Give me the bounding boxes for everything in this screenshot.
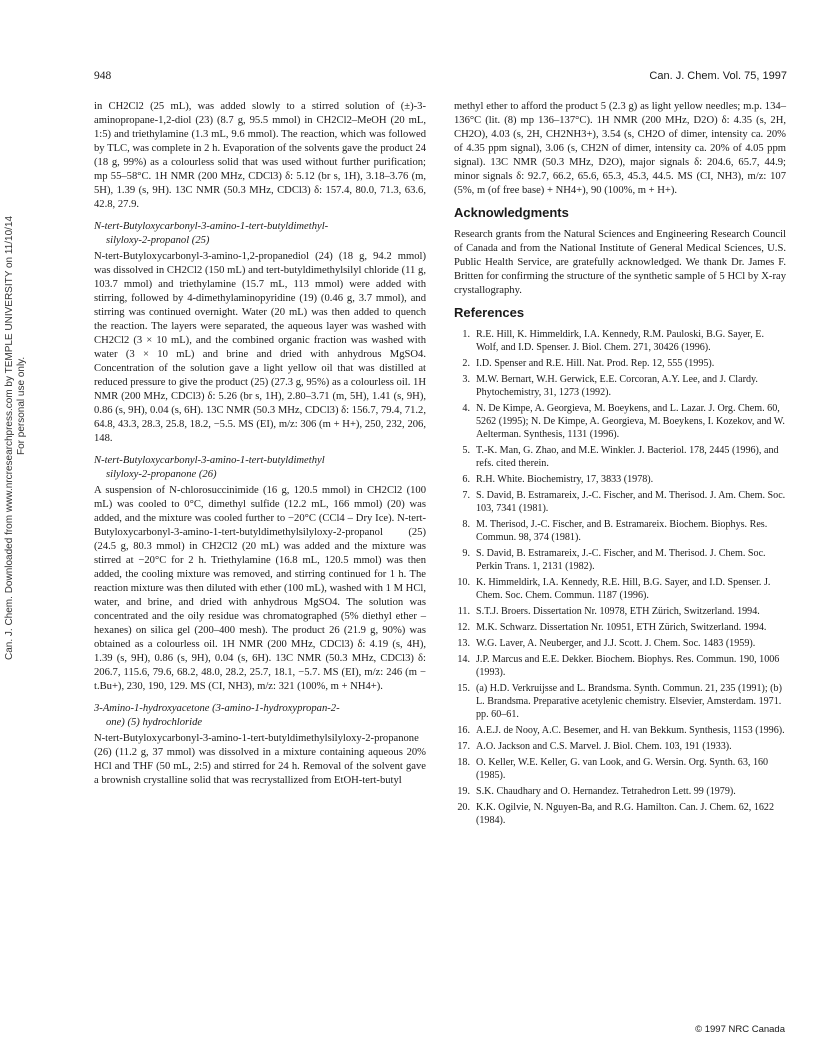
reference-number: 18.	[457, 757, 470, 768]
reference-item	[454, 785, 786, 798]
reference-item	[454, 357, 786, 370]
reference-number: 12.	[457, 622, 470, 633]
reference-item	[454, 328, 786, 354]
reference-text: S.T.J. Broers. Dissertation Nr. 10978, ETH Zürich, Switzerland. 1994.	[476, 606, 760, 617]
left-column	[94, 100, 426, 796]
reference-item	[454, 547, 786, 573]
reference-text: A.O. Jackson and C.S. Marvel. J. Biol. Chem. 103, 191 (1933).	[476, 741, 732, 752]
reference-item	[454, 444, 786, 470]
reference-text: S.K. Chaudhary and O. Hernandez. Tetrahedron Lett. 99 (1979).	[476, 786, 736, 797]
reference-text: N. De Kimpe, A. Georgieva, M. Boeykens, and L. Lazar. J. Org. Chem. 60, 5262 (1995); N. De Kimpe, A. Georgieva, M. Boeykens, I. Kozekov, and W. Aelterman. Synthesis, 1131 (1996).	[476, 403, 785, 440]
section-heading-26	[94, 454, 426, 482]
reference-number: 15.	[457, 683, 470, 694]
journal-header: Can. J. Chem. Vol. 75, 1997	[649, 70, 787, 82]
paragraph-24-synthesis: in CH2Cl2 (25 mL), was added slowly to a stirred solution of (±)-3-aminopropane-1,2-diol (23) (8.7 g, 95.5 mmol) in CH2Cl2–MeOH (20 mL, 1:5) and triethylamine (1.3 mL, 9.6 mmol). The reaction, which was followed by TLC, was complete in 2 h. Evaporation of the solvents gave the product 24 (18 g, 99%) as a colourless solid that was used without further purification; mp 55–58°C. 1H NMR (200 MHz, CDCl3) δ: 5.12 (br s, 1H), 3.18–3.76 (m, 5H), 1.39 (s, 9H). 13C NMR (50.3 MHz, CDCl3) δ: 157.4, 80.0, 71.3, 63.6, 42.8, 27.9.	[94, 101, 426, 210]
reference-item	[454, 402, 786, 441]
acknowledgments-heading: Acknowledgments	[454, 205, 569, 220]
reference-number: 7.	[462, 490, 470, 501]
watermark-line-1: Can. J. Chem. Downloaded from www.nrcresearchpress.com by TEMPLE UNIVERSITY on 11/10/14	[4, 215, 15, 660]
section-heading-26-line2: silyloxy-2-propanone (26)	[106, 469, 217, 480]
reference-text: K. Himmeldirk, I.A. Kennedy, R.E. Hill, B.G. Sayer, and I.D. Spenser. J. Chem. Soc. Chem. Commun. 1187 (1996).	[476, 577, 771, 601]
paragraph-26-procedure: A suspension of N-chlorosuccinimide (16 g, 120.5 mmol) in CH2Cl2 (100 mL) was cooled to 0°C, dimethyl sulfide (12.2 mL, 166 mmol) (20) was added, and the mixture was cooled further to −20°C (CCl4 – Dry Ice). N-tert-Butyloxycarbonyl-3-amino-1-tert-butyldimethylsilyloxy-2-propanol (25) (24.5 g, 80.3 mmol) in CH2Cl2 (20 mL) was added and the mixture was stirred at −20°C for 2 h. Triethylamine (16.8 mL, 120.5 mmol) was then added, the cooling mixture was removed, and stirring continued for 1 h. The reaction mixture was then diluted with ether (100 mL), washed with 1 M HCl, water, and brine, and dried with anhydrous MgSO4. The solution was concentrated and the oily residue was chromatographed (5% diethyl ether – hexanes) on silica gel (200–400 mesh). The product 26 (21.9 g, 90%) was obtained as a colourless oil. 1H NMR (200 MHz, CDCl3) δ: 4.19 (s, 4H), 1.39 (s, 9H), 0.86 (s, 9H), 0.04 (s, 6H). 13C NMR (50.3 MHz, CDCl3) δ: 206.7, 115.6, 79.6, 68.2, 48.0, 28.2, 25.7, 18.1, −5.7. MS (EI), m/z: 246 (m − t.Bu+), 230, 190, 129. MS (CI, NH3), m/z: 321 (100%, m + NH4+).	[94, 485, 426, 692]
reference-item	[454, 473, 786, 486]
right-column	[454, 100, 786, 830]
reference-text: R.H. White. Biochemistry, 17, 3833 (1978).	[476, 474, 654, 485]
reference-number: 13.	[457, 638, 470, 649]
reference-number: 10.	[457, 577, 470, 588]
reference-number: 9.	[462, 548, 470, 559]
section-heading-5	[94, 702, 426, 730]
section-heading-5-line2: one) (5) hydrochloride	[106, 717, 203, 728]
reference-text: M. Therisod, J.-C. Fischer, and B. Estramareix. Biochem. Biophys. Res. Commun. 98, 374 (1981).	[476, 519, 768, 543]
reference-item	[454, 605, 786, 618]
reference-text: A.E.J. de Nooy, A.C. Besemer, and H. van Bekkum. Synthesis, 1153 (1996).	[476, 725, 785, 736]
section-heading-5-line1: 3-Amino-1-hydroxyacetone (3-amino-1-hydroxypropan-2-	[94, 703, 340, 714]
reference-number: 2.	[462, 358, 470, 369]
section-heading-25	[94, 220, 426, 248]
reference-number: 3.	[462, 374, 470, 385]
reference-text: S. David, B. Estramareix, J.-C. Fischer, and M. Therisod. J. Am. Chem. Soc. 103, 7341 (1981).	[476, 490, 786, 514]
acknowledgments-text: Research grants from the Natural Sciences and Engineering Research Council of Canada and from the National Institute of General Medical Sciences, U.S. Public Health Service, are gratefully acknowledged. We thank Dr. James F. Britten for confirming the structure of the synthetic sample of 5 HCl by X-ray crystallography.	[454, 229, 786, 296]
copyright-footer: © 1997 NRC Canada	[695, 1024, 785, 1035]
reference-number: 1.	[462, 329, 470, 340]
reference-number: 14.	[457, 654, 470, 665]
reference-item	[454, 756, 786, 782]
reference-number: 6.	[462, 474, 470, 485]
reference-number: 17.	[457, 741, 470, 752]
reference-text: M.W. Bernart, W.H. Gerwick, E.E. Corcoran, A.Y. Lee, and J. Clardy. Phytochemistry, 31, 1273 (1992).	[476, 374, 758, 398]
reference-item	[454, 801, 786, 827]
reference-number: 8.	[462, 519, 470, 530]
reference-item	[454, 489, 786, 515]
reference-text: (a) H.D. Verkruijsse and L. Brandsma. Synth. Commun. 21, 235 (1991); (b) L. Brandsma. Preparative acetylenic chemistry. Elsevier, Amsterdam. 1971. pp. 60–61.	[476, 683, 782, 720]
reference-text: R.E. Hill, K. Himmeldirk, I.A. Kennedy, R.M. Pauloski, B.G. Sayer, E. Wolf, and I.D. Spenser. J. Biol. Chem. 271, 30426 (1996).	[476, 329, 764, 353]
paragraph-25-procedure: N-tert-Butyloxycarbonyl-3-amino-1,2-propanediol (24) (18 g, 94.2 mmol) was dissolved in CH2Cl2 (150 mL) and tert-butyldimethylsilyl chloride (11 g, 103.7 mmol) and triethylamine (15.7 mL, 113 mmol) were added with stirring, followed by 4-dimethylaminopyridine (19) (0.46 g, 3.7 mmol), and stirring was continued overnight. Water (20 mL) was then added to quench the reaction. The layers were separated, the aqueous layer was washed with CH2Cl2 (3 × 10 mL), and the combined organic fraction was washed with water (3 × 10 mL) and brine and dried with anhydrous MgSO4. Concentration of the solution gave a light yellow oil that was distilled at reduced pressure to give the product (25) (27.3 g, 95%) as a colourless oil. 1H NMR (200 MHz, CDCl3) δ: 5.26 (br s, 1H), 2.80–3.71 (m, 5H), 1.41 (s, 9H), 0.86 (s, 9H), 0.04 (s, 6H). 13C NMR (50.3 MHz, CDCl3) δ: 156.7, 79.4, 71.2, 64.8, 43.3, 28.3, 25.8, 18.2, −5.5. MS (EI), m/z: 306 (m + H+), 250, 232, 206, 148.	[94, 251, 426, 444]
section-heading-25-line2: silyloxy-2-propanol (25)	[106, 235, 210, 246]
reference-item	[454, 576, 786, 602]
reference-text: T.-K. Man, G. Zhao, and M.E. Winkler. J. Bacteriol. 178, 2445 (1996), and refs. cited therein.	[476, 445, 779, 469]
reference-number: 5.	[462, 445, 470, 456]
reference-text: S. David, B. Estramareix, J.-C. Fischer, and M. Therisod. J. Chem. Soc. Perkin Trans. 1, 2131 (1982).	[476, 548, 766, 572]
reference-number: 20.	[457, 802, 470, 813]
reference-item	[454, 724, 786, 737]
reference-item	[454, 373, 786, 399]
reference-text: K.K. Ogilvie, N. Nguyen-Ba, and R.G. Hamilton. Can. J. Chem. 62, 1622 (1984).	[476, 802, 775, 826]
reference-text: M.K. Schwarz. Dissertation Nr. 10951, ETH Zürich, Switzerland. 1994.	[476, 622, 767, 633]
references-heading: References	[454, 305, 525, 320]
reference-item	[454, 653, 786, 679]
references-list	[454, 328, 786, 827]
section-heading-25-line1: N-tert-Butyloxycarbonyl-3-amino-1-tert-butyldimethyl-	[94, 221, 329, 232]
reference-text: W.G. Laver, A. Neuberger, and J.J. Scott. J. Chem. Soc. 1483 (1959).	[476, 638, 756, 649]
reference-text: J.P. Marcus and E.E. Dekker. Biochem. Biophys. Res. Commun. 190, 1006 (1993).	[476, 654, 780, 678]
reference-item	[454, 682, 786, 721]
reference-number: 19.	[457, 786, 470, 797]
reference-number: 4.	[462, 403, 470, 414]
reference-text: O. Keller, W.E. Keller, G. van Look, and G. Wersin. Org. Synth. 63, 160 (1985).	[476, 757, 769, 781]
page-number: 948	[94, 70, 112, 82]
paragraph-5-procedure: N-tert-Butyloxycarbonyl-3-amino-1-tert-butyldimethylsilyloxy-2-propanone (26) (11.2 g, 37 mmol) was dissolved in a mixture containing aqueous 20% HCl and THF (50 mL, 2:5) and stirred for 24 h. Removal of the solvent gave a brownish crystalline solid that was recrystallized from EtOH-tert-butyl	[94, 733, 426, 786]
download-watermark	[4, 215, 27, 660]
section-heading-26-line1: N-tert-Butyloxycarbonyl-3-amino-1-tert-butyldimethyl	[94, 455, 325, 466]
reference-item	[454, 621, 786, 634]
reference-item	[454, 637, 786, 650]
reference-item	[454, 740, 786, 753]
reference-item	[454, 518, 786, 544]
reference-number: 11.	[457, 606, 470, 617]
watermark-line-2: For personal use only.	[16, 356, 27, 455]
paragraph-5-continued: methyl ether to afford the product 5 (2.3 g) as light yellow needles; m.p. 134–136°C (lit. (8) mp 136–137°C). 1H NMR (200 MHz, D2O) δ: 4.35 (s, 2H, CH2O), 4.03 (s, 2H, CH2NH3+), 3.54 (s, CH2O of dimer, intensity ca. 20% of 4.35 ppm signal), 3.06 (s, CH2N of dimer, intensity ca. 20% of 4.05 ppm signal). 13C NMR (50.3 MHz, D2O), major signals δ: 204.6, 65.7, 44.9; minor signals δ: 92.7, 66.2, 65.6, 65.3, 45.3, 44.5. MS (CI, NH3), m/z: 107 (5%, m (of free base) + NH4+), 90 (100%, m + H+).	[454, 101, 786, 196]
reference-number: 16.	[457, 725, 470, 736]
reference-text: I.D. Spenser and R.E. Hill. Nat. Prod. Rep. 12, 555 (1995).	[476, 358, 715, 369]
